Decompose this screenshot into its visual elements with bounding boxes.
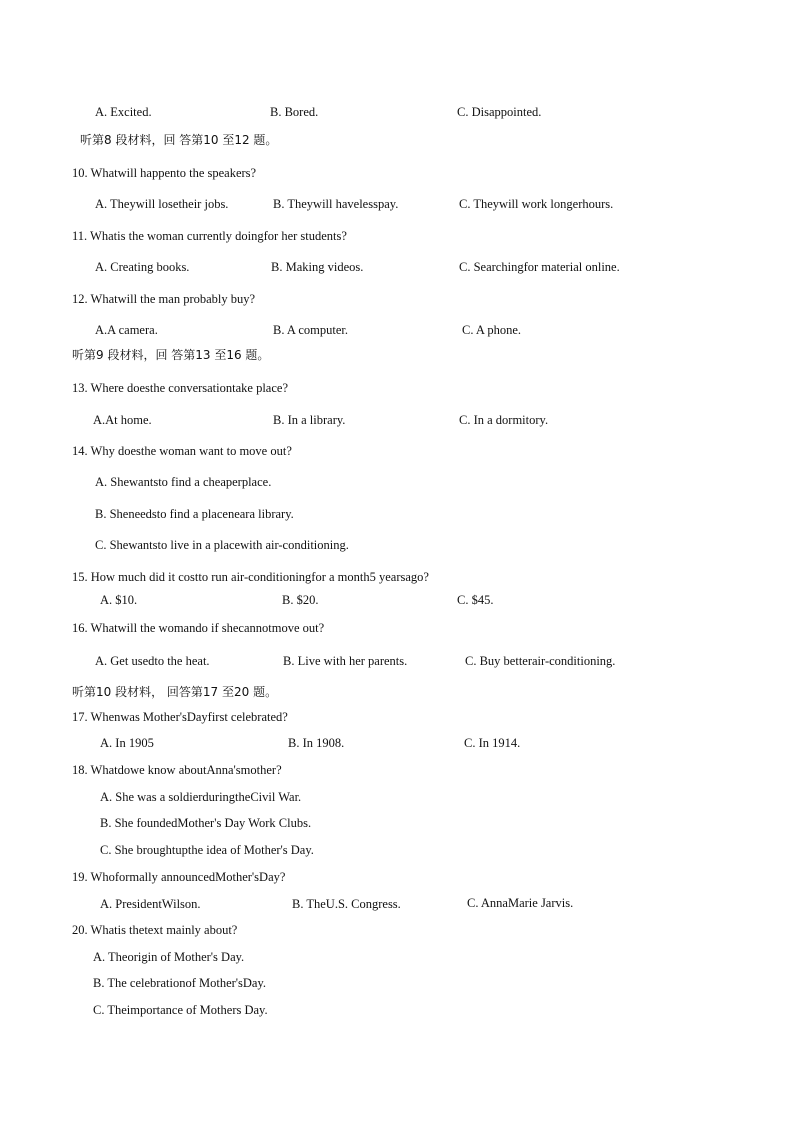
- q20-option-c: C. Theimportance of Mothers Day.: [93, 1003, 268, 1017]
- q12-option-b: B. A computer.: [273, 323, 348, 337]
- q11-option-a: A. Creating books.: [95, 260, 190, 274]
- q13-stem: 13. Where doesthe conversationtake place?: [72, 381, 288, 395]
- q11-option-b: B. Making videos.: [271, 260, 364, 274]
- q14-option-a: A. Shewantsto find a cheaperplace.: [95, 475, 272, 489]
- q17-stem: 17. Whenwas Mother'sDayfirst celebrated?: [72, 710, 288, 724]
- q11-stem: 11. Whatis the woman currently doingfor her students?: [72, 229, 347, 243]
- q15-option-b: B. $20.: [282, 593, 319, 607]
- q14-stem: 14. Why doesthe woman want to move out?: [72, 444, 292, 458]
- q19-option-c: C. AnnaMarie Jarvis.: [467, 896, 574, 910]
- q18-option-b: B. She foundedMother's Day Work Clubs.: [100, 816, 312, 830]
- q17-option-a: A. In 1905: [100, 736, 154, 750]
- section-9-instruction: 听第9 段材料，回 答第13 至16 题。: [72, 348, 270, 362]
- q18-stem: 18. Whatdowe know aboutAnna'smother?: [72, 763, 282, 777]
- q19-option-b: B. TheU.S. Congress.: [292, 897, 401, 911]
- q19-stem: 19. Whoformally announcedMother'sDay?: [72, 870, 286, 884]
- q18-option-c: C. She broughtupthe idea of Mother's Day.: [100, 843, 314, 857]
- q19-option-a: A. PresidentWilson.: [100, 897, 201, 911]
- q12-option-c: C. A phone.: [462, 323, 522, 337]
- q9-option-c: C. Disappointed.: [457, 105, 542, 119]
- q9-option-b: B. Bored.: [270, 105, 319, 119]
- q13-option-b: B. In a library.: [273, 413, 346, 427]
- q16-option-a: A. Get usedto the heat.: [95, 654, 210, 668]
- q11-option-c: C. Searchingfor material online.: [459, 260, 620, 274]
- q15-option-a: A. $10.: [100, 593, 138, 607]
- q18-option-a: A. She was a soldierduringtheCivil War.: [100, 790, 302, 804]
- q15-option-c: C. $45.: [457, 593, 494, 607]
- q14-option-c: C. Shewantsto live in a placewith air-conditioning.: [95, 538, 349, 552]
- q16-stem: 16. Whatwill the womando if shecannotmove out?: [72, 621, 325, 635]
- q12-stem: 12. Whatwill the man probably buy?: [72, 292, 256, 306]
- q20-option-b: B. The celebrationof Mother'sDay.: [93, 976, 267, 990]
- section-8-instruction: 听第8 段材料，回 答第10 至12 题。: [80, 133, 278, 147]
- q20-option-a: A. Theorigin of Mother's Day.: [93, 950, 245, 964]
- q17-option-b: B. In 1908.: [288, 736, 345, 750]
- q12-option-a: A.A camera.: [95, 323, 158, 337]
- q16-option-b: B. Live with her parents.: [283, 654, 408, 668]
- q10-stem: 10. Whatwill happento the speakers?: [72, 166, 257, 180]
- q16-option-c: C. Buy betterair-conditioning.: [465, 654, 616, 668]
- q20-stem: 20. Whatis thetext mainly about?: [72, 923, 238, 937]
- q10-option-a: A. Theywill losetheir jobs.: [95, 197, 229, 211]
- q13-option-a: A.At home.: [93, 413, 152, 427]
- q10-option-c: C. Theywill work longerhours.: [459, 197, 614, 211]
- q13-option-c: C. In a dormitory.: [459, 413, 549, 427]
- q10-option-b: B. Theywill havelesspay.: [273, 197, 399, 211]
- q9-option-a: A. Excited.: [95, 105, 152, 119]
- section-10-instruction: 听第10 段材料， 回答第17 至20 题。: [72, 685, 278, 699]
- q15-stem: 15. How much did it costto run air-conditioningfor a month5 yearsago?: [72, 570, 429, 584]
- q17-option-c: C. In 1914.: [464, 736, 521, 750]
- q14-option-b: B. Sheneedsto find a placeneara library.: [95, 507, 294, 521]
